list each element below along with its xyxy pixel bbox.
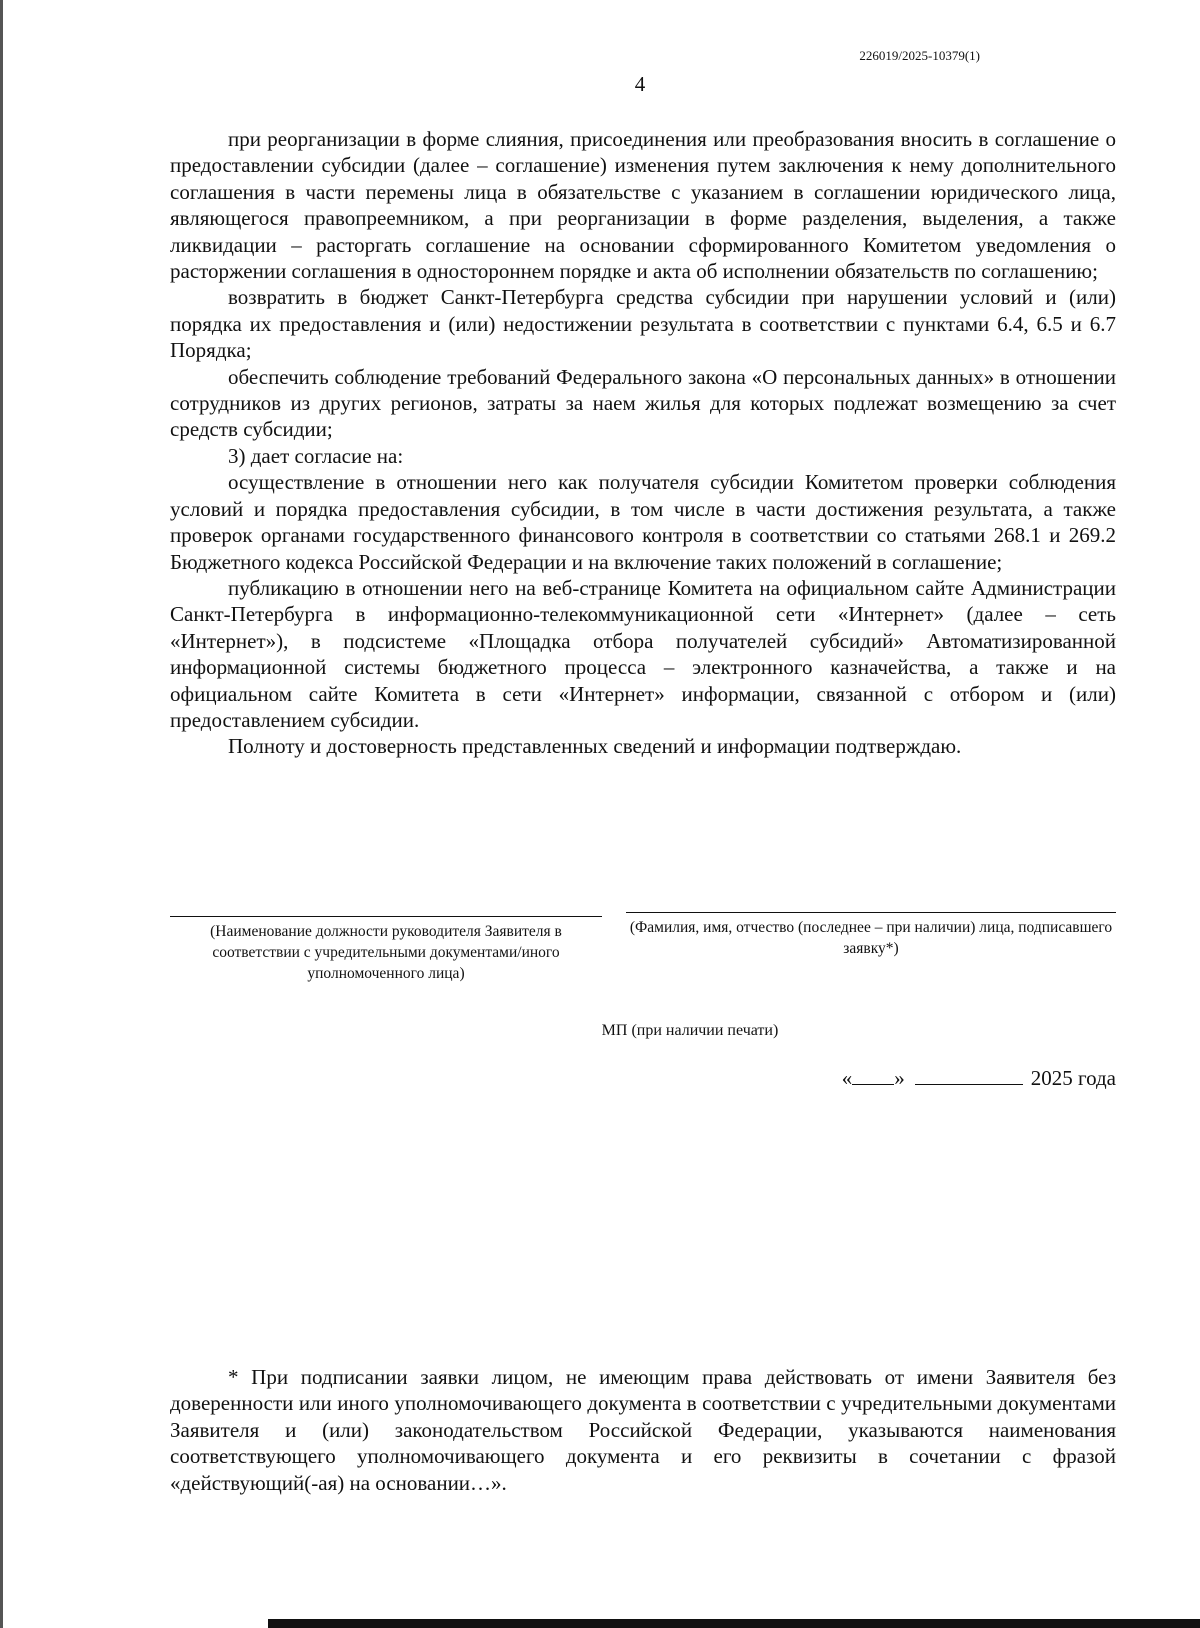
paragraph-reorganization: при реорганизации в форме слияния, присоединения или преобразования вносить в соглашение о предоставлении субсидии (далее – соглашение) изменения путем заключения к нему дополнительного соглашения в части перемены лица в обязательстве с указанием в соглашении юридического лица, являющегося правопреемником, а при реорганизации в форме разделения, выделения, а также ликвидации – расторгать соглашение на основании сформированного Комитетом уведомления о расторжении соглашения в одностороннем порядке и акта об исполнении обязательств по соглашению; (170, 127, 1116, 284)
document-body (170, 126, 1116, 760)
date-line (780, 1066, 1116, 1091)
paragraph-inspection-consent: осуществление в отношении него как получателя субсидии Комитетом проверки соблюдения условий и порядка предоставления субсидии, в том числе в части достижения результата, а также проверок органами государственного финансового контроля в соответствии со статьями 268.1 и 269.2 Бюджетного кодекса Российской Федерации и на включение таких положений в соглашение; (170, 470, 1116, 574)
paragraph-confirmation: Полноту и достоверность представленных сведений и информации подтверждаю. (228, 734, 962, 759)
page-number: 4 (634, 72, 646, 96)
scan-left-edge (0, 0, 3, 1628)
paragraph-publication-consent: публикацию в отношении него на веб-странице Комитета на официальном сайте Администрации Санкт-Петербурга в информационно-телекоммуникационной сети «Интернет» (далее – сеть «Интернет»), в подсистеме «Площадка отбора получателей субсидий» Автоматизированной информационной системы бюджетного процесса – электронного казначейства, а также и на официальном сайте Комитета в сети «Интернет» информации, связанной с отбором и (или) предоставлением субсидии. (170, 575, 1116, 732)
date-year: 2025 года (1030, 1066, 1116, 1090)
paragraph-personal-data: обеспечить соблюдение требований Федерального закона «О персональных данных» в отношении сотрудников из других регионов, затраты за наем жилья для которых подлежат возмещению за счет средств субсидии; (170, 364, 1116, 442)
month-blank (915, 1068, 1023, 1085)
footnote (170, 1364, 1116, 1496)
date-open-quote: « (841, 1066, 853, 1090)
document-number: 226019/2025-10379(1) (859, 48, 980, 63)
scan-bottom-edge (268, 1619, 1200, 1628)
name-caption: (Фамилия, имя, отчество (последнее – при наличии) лица, подписавшего заявку*) (629, 919, 1113, 957)
date-close-quote: » (894, 1066, 905, 1090)
seal-note: МП (при наличии печати) (601, 1022, 779, 1039)
footnote-text: * При подписании заявки лицом, не имеющим права действовать от имени Заявителя без доверенности или иного уполномочивающего документа в соответствии с учредительными документами Заявителя и (или) законодательством Российской Федерации, указываются наименования соответствующего уполномочивающего документа и его реквизиты в сочетании с фразой «действующий(-ая) на основании…». (170, 1365, 1116, 1495)
paragraph-refund: возвратить в бюджет Санкт-Петербурга средства субсидии при нарушении условий и (или) порядка их предоставления и (или) недостижении результата в соответствии с пунктами 6.4, 6.5 и 6.7 Порядка; (170, 285, 1116, 363)
name-signature-line (626, 912, 1116, 913)
paragraph-consent-heading: 3) дает согласие на: (228, 443, 404, 468)
position-signature-line (170, 916, 602, 917)
day-blank (852, 1068, 894, 1085)
position-caption: (Наименование должности руководителя Заявителя в соответствии с учредительными документами/иного уполномоченного лица) (210, 923, 562, 982)
